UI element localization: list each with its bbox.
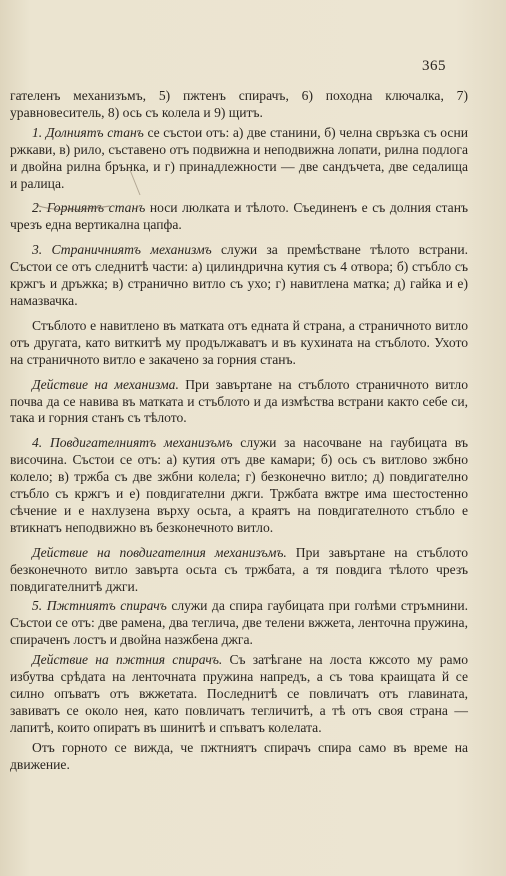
page-text xyxy=(0,88,506,782)
paragraph-conclusion xyxy=(10,740,468,774)
paragraph-lead: Действие на повдигателния механизъмъ. xyxy=(32,544,287,560)
paragraph-elevating-mechanism xyxy=(10,435,468,536)
paragraph-continuation xyxy=(10,88,468,122)
paragraph-lead: 4. Повдигателниятъ механизъмъ xyxy=(32,435,233,451)
paragraph-body: При завъртане на стъблото безконечното витло завърта осьта съ тржбата, а тя повдига тѣлото чрезъ повдигателнитѣ джги. xyxy=(10,544,468,594)
paragraph-body: служи за премѣстване тѣлото встрани. Състои се отъ следнитѣ части: а) цилиндрична кутия съ 4 отвора; б) стъбло съ кржгъ и дръжка; в) странично витло съ ухо; г) навитлена матка; д) гайка и е) намазвачка. xyxy=(10,242,468,308)
paragraph-traverse-details xyxy=(10,318,468,369)
page-number: 365 xyxy=(422,58,446,74)
paragraph-body: При завъртане на стъблото страничното витло почва да се навива въ матката и стъблото и да измѣства встрани както себе си, така и горния станъ съ тѣлото. xyxy=(10,376,468,426)
paragraph-body: служи да спира гаубицата при голѣми стръмнини. Състои се отъ: две рамена, два теглича, две телени вжжета, ленточна пружина, спираченъ лостъ и двойна назжбена джга. xyxy=(10,598,468,648)
paragraph-traverse-mechanism xyxy=(10,242,468,310)
paragraph-body: Отъ горното се вижда, че пжтниятъ спирачъ спира само въ време на движение. xyxy=(10,739,468,772)
paragraph-body: Съ затѣгане на лоста кжсото му рамо избутва срѣдата на ленточната пружина напредъ, а съ това краищата й се силно опъватъ отъ вжжетата. Последнитѣ се повличатъ отъ главината, завиватъ се около нея, като повличатъ тегличитѣ, а тѣ отъ своя страна — лапитѣ, които опиратъ въ шинитѣ и спъватъ колелата. xyxy=(10,652,468,735)
paragraph-lead: Действие на пжтния спирачъ. xyxy=(32,652,223,668)
paragraph-upper-carriage xyxy=(10,200,468,234)
paragraph-lead: 3. Страничниятъ механизмъ xyxy=(32,242,212,258)
paragraph-body: носи люлката и тѣлото. Съединенъ е съ долния станъ чрезъ една вертикална цапфа. xyxy=(10,200,468,233)
paragraph-lead: Действие на механизма. xyxy=(32,376,179,392)
paragraph-lead: 1. Долниятъ станъ xyxy=(32,124,144,140)
paragraph-traverse-action xyxy=(10,377,468,428)
paragraph-body: Стъблото е навитлено въ матката отъ едната й страна, а страничното витло отъ другата, като виткитѣ му продължаватъ и въ кухината на стъблото. Ухото на страничното витло е закачено за горния станъ. xyxy=(10,317,468,367)
paragraph-lead: 5. Пжтниятъ спирачъ xyxy=(32,598,167,614)
paragraph-lead: 2. Горниятъ станъ xyxy=(32,200,146,216)
paragraph-body: служи за насочване на гаубицата въ височина. Състои се отъ: а) кутия отъ две камари; б) ось съ витлово зжбно колело; в) тржба съ две зжбни колела; г) безконечно витло; д) повдигателно стъбло съ кржгъ и е) повдигателни джги. Тржбата вжтре има шестостенно сѣчение и е нахлузена върху осьта, а краятъ на повдигателното стъбло е втикнатъ неподвижно въ безконечното витло. xyxy=(10,435,469,535)
paragraph-elevating-action xyxy=(10,545,468,596)
paragraph-lower-carriage xyxy=(10,125,468,193)
paragraph-travel-brake xyxy=(10,598,468,649)
paragraph-body: се състои отъ: а) две станини, б) челна свръзка съ осни ржкави, в) рило, съставено отъ подвижна и неподвижна лопати, рилна подлога и двойна рилна брънка, и г) принадлежности — две сандъчета, две седалища и ралица. xyxy=(10,124,468,191)
paragraph-brake-action xyxy=(10,652,468,737)
paragraph-body: гателенъ механизъмъ, 5) пжтенъ спирачъ, 6) походна ключалка, 7) уравновеситель, 8) ось съ колела и 9) щитъ. xyxy=(10,88,468,120)
